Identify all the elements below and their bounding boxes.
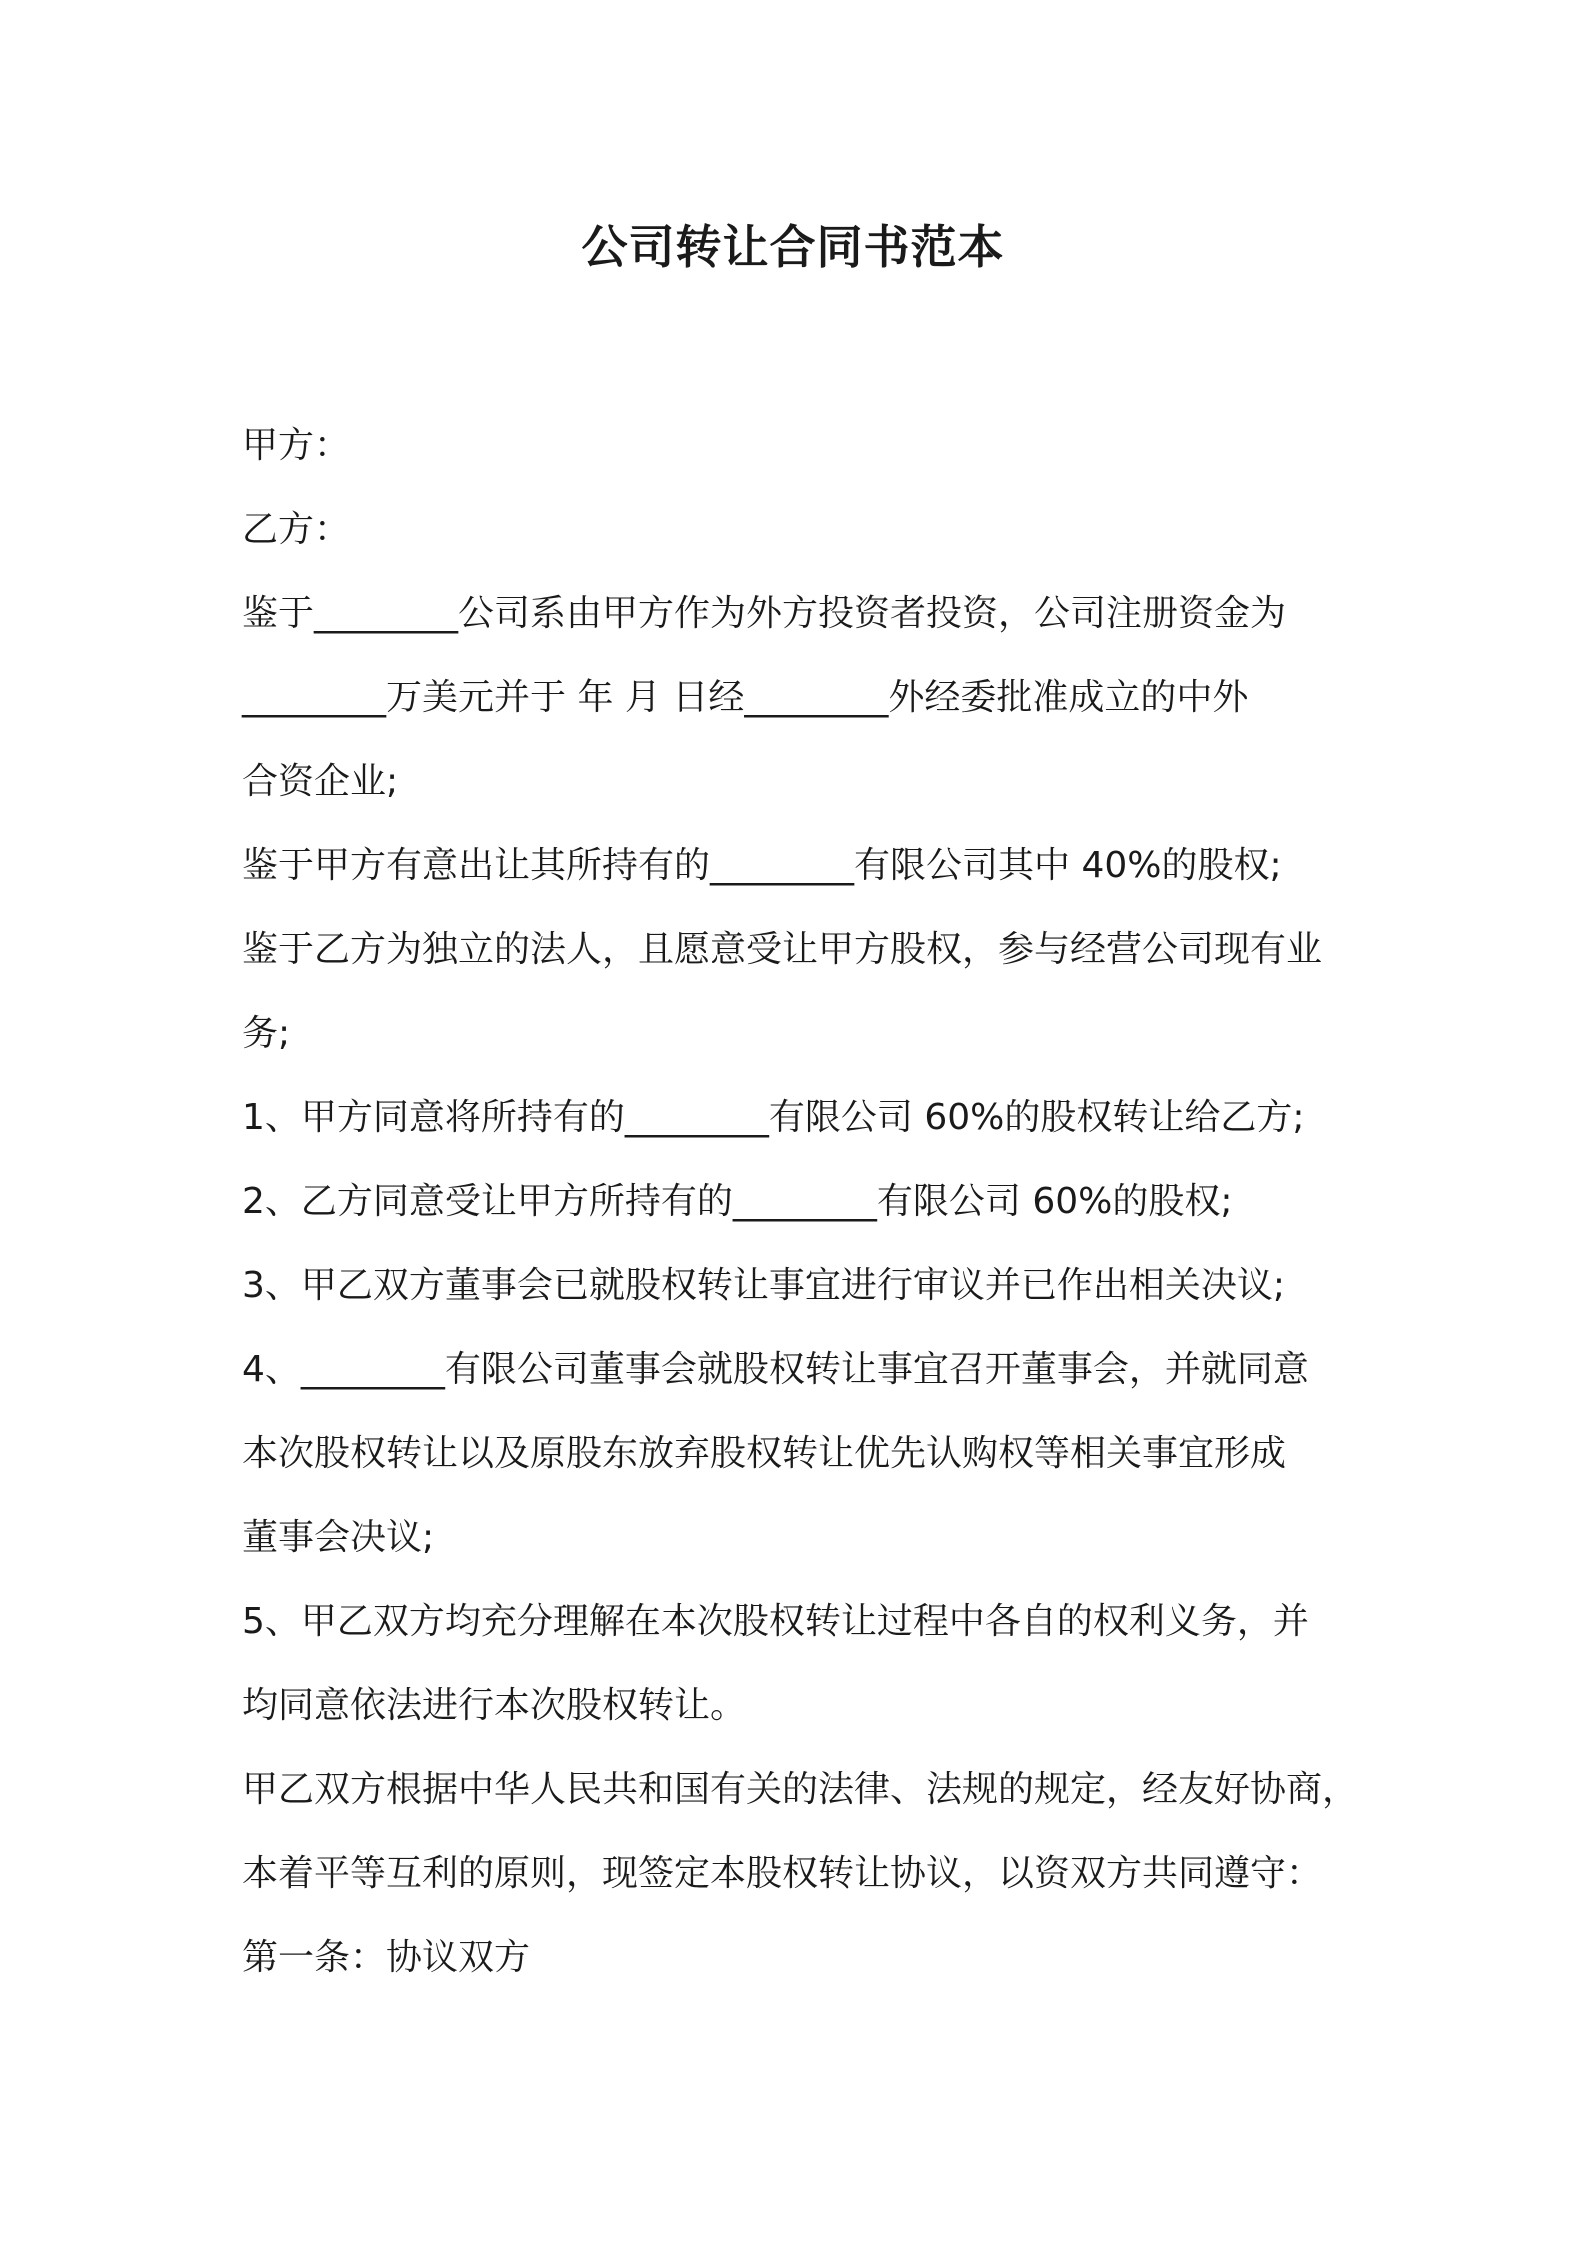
document-title: 公司转让合同书范本 <box>581 220 1005 274</box>
recital-line: 鉴于________公司系由甲方作为外方投资者投资，公司注册资金为 <box>242 593 1287 634</box>
clause-line: 本次股权转让以及原股东放弃股权转让优先认购权等相关事宜形成 <box>242 1433 1287 1474</box>
clause-line: 董事会决议; <box>242 1517 435 1558</box>
recital-line: ________万美元并于 年 月 日经________外经委批准成立的中外 <box>242 677 1249 718</box>
agreement-intro-line: 本着平等互利的原则，现签定本股权转让协议，以资双方共同遵守： <box>242 1853 1323 1894</box>
clause-line: 1、甲方同意将所持有的________有限公司 60%的股权转让给乙方; <box>242 1097 1305 1138</box>
recital-line: 鉴于甲方有意出让其所持有的________有限公司其中 40%的股权; <box>242 845 1282 886</box>
document-body <box>242 404 1359 2000</box>
party-b-line: 乙方： <box>242 509 351 550</box>
clause-line: 3、甲乙双方董事会已就股权转让事宜进行审议并已作出相关决议; <box>242 1265 1286 1306</box>
agreement-intro-line: 甲乙双方根据中华人民共和国有关的法律、法规的规定，经友好协商， <box>242 1769 1359 1810</box>
clause-line: 均同意依法进行本次股权转让。 <box>242 1685 747 1726</box>
article-heading: 第一条：协议双方 <box>242 1937 531 1978</box>
recital-line: 鉴于乙方为独立的法人，且愿意受让甲方股权，参与经营公司现有业 <box>242 929 1323 970</box>
party-a-line: 甲方： <box>242 425 351 466</box>
recital-line: 务; <box>242 1013 291 1054</box>
recital-line: 合资企业; <box>242 761 399 802</box>
clause-line: 2、乙方同意受让甲方所持有的________有限公司 60%的股权; <box>242 1181 1233 1222</box>
clause-line: 5、甲乙双方均充分理解在本次股权转让过程中各自的权利义务，并 <box>242 1601 1309 1642</box>
clause-line: 4、________有限公司董事会就股权转让事宜召开董事会，并就同意 <box>242 1349 1309 1390</box>
